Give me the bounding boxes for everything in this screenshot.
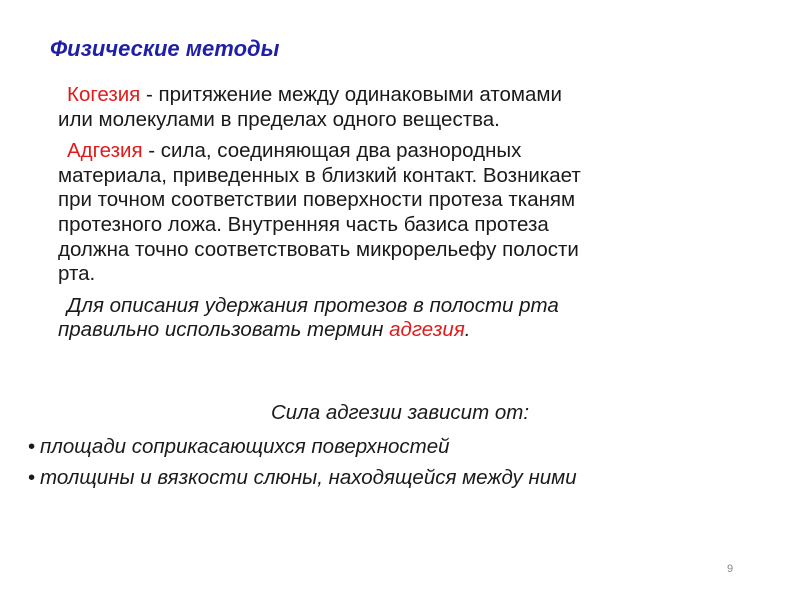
bullet-icon: • xyxy=(28,435,36,458)
slide-title: Физические методы xyxy=(50,36,280,61)
slide-body xyxy=(58,83,748,350)
note-paragraph xyxy=(58,294,748,343)
cohesion-paragraph xyxy=(58,83,748,132)
adhesion-line-6: рта. xyxy=(58,262,96,286)
bullet-icon: • xyxy=(28,466,36,489)
list-item: • толщины и вязкости слюны, находящейся между ними xyxy=(28,462,577,493)
note-term-adhesion: адгезия xyxy=(389,318,465,342)
slide-number: 9 xyxy=(727,563,734,575)
adhesion-line-3: при точном соответствии поверхности протеза тканям xyxy=(58,188,576,212)
cohesion-term: Когезия xyxy=(67,83,141,106)
list-item: • площади соприкасающихся поверхностей xyxy=(28,431,577,462)
adhesion-term: Адгезия xyxy=(67,139,143,163)
note-line-2: правильно использовать термин адгезия. xyxy=(58,318,471,342)
cohesion-definition: - притяжение между одинаковыми атомами xyxy=(140,83,562,106)
note-line-1: Для описания удержания протезов в полости рта xyxy=(67,293,559,317)
cohesion-line-1 xyxy=(58,83,748,108)
adhesion-paragraph xyxy=(58,139,748,287)
cohesion-line-2: или молекулами в пределах одного вещества. xyxy=(58,107,500,131)
adhesion-line-2: материала, приведенных в близкий контакт. Возникает xyxy=(58,163,581,187)
depends-heading: Сила адгезии зависит от: xyxy=(270,401,530,424)
factor-list xyxy=(28,431,577,493)
adhesion-definition: - сила, соединяющая два разнородных xyxy=(142,139,522,163)
adhesion-line-1 xyxy=(58,139,748,164)
adhesion-line-4: протезного ложа. Внутренняя часть базиса протеза xyxy=(58,212,549,236)
adhesion-line-5: должна точно соответствовать микрорельефу полости xyxy=(58,237,579,261)
